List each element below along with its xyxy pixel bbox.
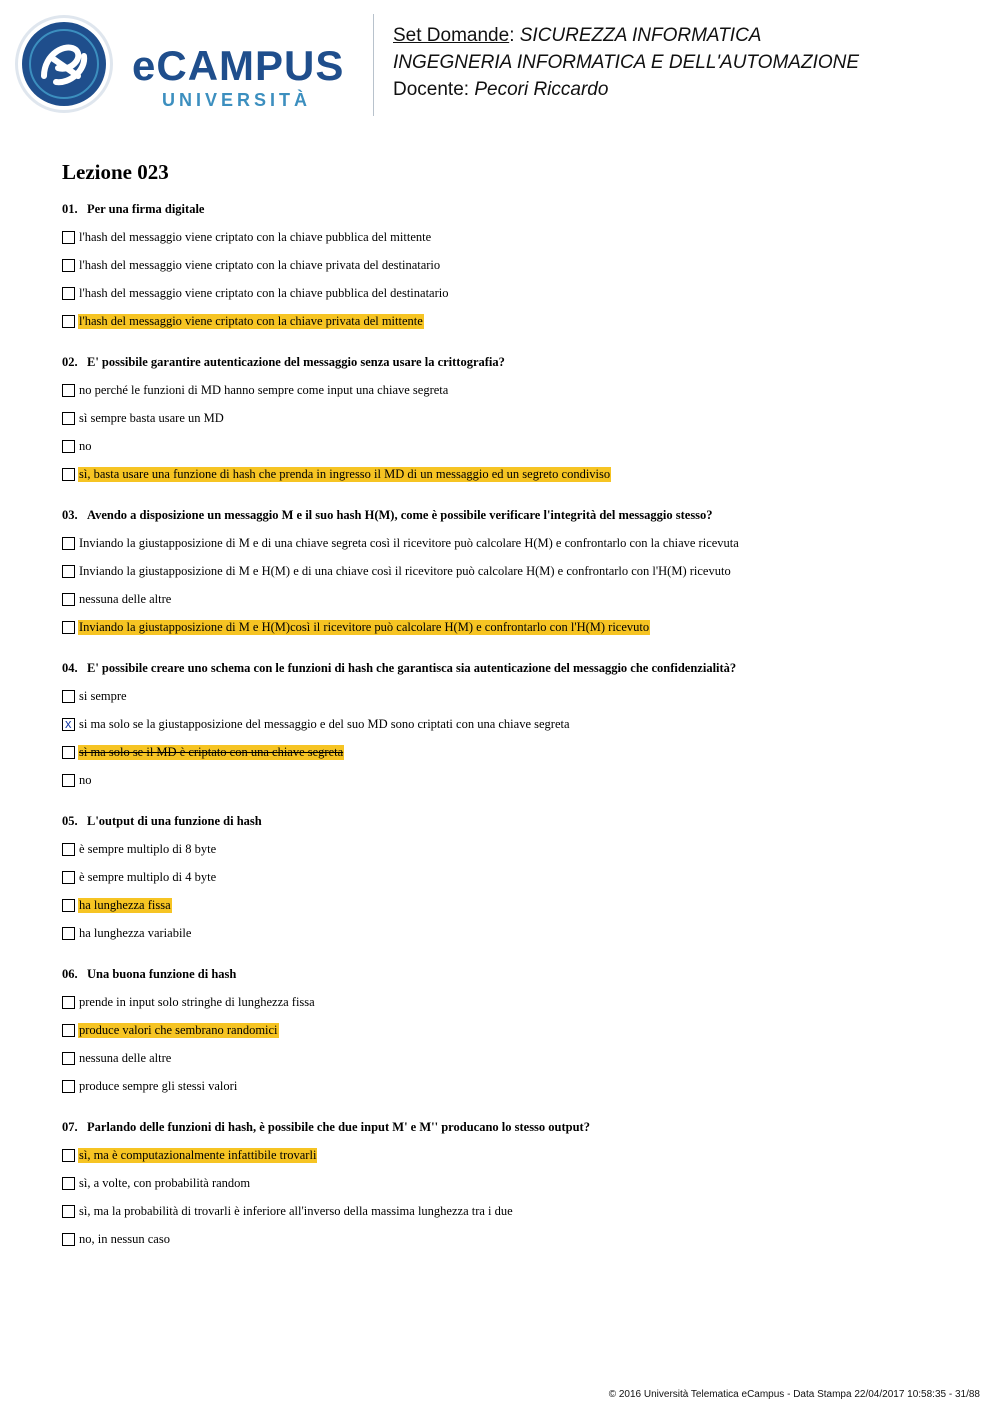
checkbox[interactable] [62,1024,75,1037]
checkbox[interactable] [62,996,75,1009]
checkbox[interactable] [62,1233,75,1246]
question [62,508,982,648]
checkbox[interactable] [62,1177,75,1190]
page-footer: © 2016 Università Telematica eCampus - Data Stampa 22/04/2017 10:58:35 - 31/88 [608,1389,980,1400]
question-text: L'output di una funzione di hash [87,814,262,828]
checkbox-checked[interactable] [62,718,75,731]
document-header [393,22,859,103]
checkbox[interactable] [62,1149,75,1162]
answer-option[interactable] [62,314,982,342]
checkbox[interactable] [62,690,75,703]
option-text: produce sempre gli stessi valori [79,1079,238,1093]
question-text: Parlando delle funzioni di hash, è possibile che due input M' e M'' producano lo stesso output? [87,1120,590,1134]
answer-option[interactable] [62,745,982,773]
question-title [62,202,982,216]
answer-option[interactable] [62,1051,982,1079]
option-text-highlighted: ha lunghezza fissa [79,898,171,912]
teacher-line [393,76,859,103]
question-title [62,814,982,828]
answer-option[interactable] [62,467,982,495]
option-text: ha lunghezza variabile [79,926,192,940]
option-text: prende in input solo stringhe di lunghezza fissa [79,995,315,1009]
option-text: sì sempre basta usare un MD [79,411,224,425]
question-text: E' possibile garantire autenticazione del messaggio senza usare la crittografia? [87,355,505,369]
answer-option[interactable] [62,1176,982,1204]
option-text: l'hash del messaggio viene criptato con la chiave privata del destinatario [79,258,441,272]
checkbox[interactable] [62,565,75,578]
option-text: no perché le funzioni di MD hanno sempre come input una chiave segreta [79,383,449,397]
course-name: SICUREZZA INFORMATICA [519,25,762,46]
question-number: 07. [62,1120,78,1134]
answer-option[interactable] [62,1204,982,1232]
question-number: 05. [62,814,78,828]
answer-option[interactable] [62,773,982,801]
question-title [62,355,982,369]
option-text: è sempre multiplo di 4 byte [79,870,217,884]
lesson-title: Lezione 023 [62,160,169,184]
checkbox[interactable] [62,440,75,453]
checkbox[interactable] [62,537,75,550]
answer-option[interactable] [62,536,982,564]
question-text: E' possibile creare uno schema con le funzioni di hash che garantisca sia autenticazione del messaggio che confidenzialità? [87,661,737,675]
answer-option[interactable] [62,1232,982,1260]
checkbox[interactable] [62,1205,75,1218]
question-text: Avendo a disposizione un messaggio M e il suo hash H(M), come è possibile verificare l'integrità del messaggio stesso? [87,508,713,522]
question-list [62,202,982,1273]
answer-option[interactable] [62,1148,982,1176]
checkbox[interactable] [62,259,75,272]
answer-option[interactable] [62,717,982,745]
question [62,1120,982,1260]
question-text: Una buona funzione di hash [87,967,237,981]
option-text: sì, a volte, con probabilità random [79,1176,251,1190]
checkbox[interactable] [62,746,75,759]
checkbox[interactable] [62,621,75,634]
question-number: 04. [62,661,78,675]
header-divider [373,14,374,116]
checkbox[interactable] [62,927,75,940]
question [62,202,982,342]
question-number: 03. [62,508,78,522]
option-text: l'hash del messaggio viene criptato con la chiave pubblica del mittente [79,230,432,244]
answer-option[interactable] [62,1079,982,1107]
checkbox[interactable] [62,287,75,300]
checkbox[interactable] [62,384,75,397]
question-number: 02. [62,355,78,369]
checkbox[interactable] [62,1052,75,1065]
option-text: no, in nessun caso [79,1232,170,1246]
question-number: 06. [62,967,78,981]
brand-top: eCAMPUS [132,42,345,89]
answer-option[interactable] [62,995,982,1023]
question-title [62,1120,982,1134]
option-text: sì, ma la probabilità di trovarli è inferiore all'inverso della massima lunghezza tra i due [79,1204,513,1218]
option-text-highlighted-struck: sì ma solo se il MD è criptato con una chiave segreta [79,745,344,759]
answer-option[interactable] [62,689,982,717]
answer-option[interactable] [62,286,982,314]
teacher-label: Docente: [393,79,470,100]
checkbox[interactable] [62,774,75,787]
checkbox[interactable] [62,412,75,425]
checkbox[interactable] [62,593,75,606]
question [62,355,982,495]
question-title [62,967,982,981]
checkbox[interactable] [62,315,75,328]
ecampus-logo [14,14,359,116]
question [62,661,982,801]
checkbox[interactable] [62,843,75,856]
answer-option[interactable] [62,230,982,258]
question-title [62,661,982,675]
set-separator: : [509,25,515,46]
question [62,814,982,954]
question [62,967,982,1107]
answer-option[interactable] [62,258,982,286]
answer-option[interactable] [62,439,982,467]
option-text: no [79,773,92,787]
option-text: Inviando la giustapposizione di M e di una chiave segreta così il ricevitore può calcolare H(M) e confrontarlo con la chiave ricevuta [79,536,739,550]
checkbox[interactable] [62,468,75,481]
option-text: nessuna delle altre [79,1051,172,1065]
option-text-highlighted: sì, basta usare una funzione di hash che prenda in ingresso il MD di un messaggio ed un segreto condiviso [79,467,611,481]
answer-option[interactable] [62,564,982,592]
checkbox[interactable] [62,899,75,912]
set-label: Set Domande [393,25,510,46]
option-text: no [79,439,92,453]
teacher-name: Pecori Riccardo [474,79,609,100]
option-text: nessuna delle altre [79,592,172,606]
checkbox[interactable] [62,231,75,244]
answer-option[interactable] [62,1023,982,1051]
option-text: si ma solo se la giustapposizione del messaggio e del suo MD sono criptati con una chiave segreta [79,717,570,731]
degree-line [393,49,859,76]
answer-option[interactable] [62,926,982,954]
question-title [62,508,982,522]
answer-option[interactable] [62,383,982,411]
checkbox[interactable] [62,871,75,884]
degree-name: INGEGNERIA INFORMATICA E DELL'AUTOMAZIONE [393,52,860,73]
option-text-highlighted: produce valori che sembrano randomici [79,1023,278,1037]
option-text-highlighted: l'hash del messaggio viene criptato con la chiave privata del mittente [79,314,423,328]
option-text: Inviando la giustapposizione di M e H(M) e di una chiave così il ricevitore può calcolare H(M) e confrontarlo con l'H(M) ricevuto [79,564,731,578]
answer-option[interactable] [62,620,982,648]
answer-option[interactable] [62,842,982,870]
answer-option[interactable] [62,411,982,439]
answer-option[interactable] [62,898,982,926]
option-text: si sempre [79,689,127,703]
option-text-highlighted: Inviando la giustapposizione di M e H(M)così il ricevitore può calcolare H(M) e confrontarlo con l'H(M) ricevuto [79,620,650,634]
answer-option[interactable] [62,870,982,898]
brand-bottom: UNIVERSITÀ [162,90,312,110]
answer-option[interactable] [62,592,982,620]
option-text: l'hash del messaggio viene criptato con la chiave pubblica del destinatario [79,286,449,300]
checkbox[interactable] [62,1080,75,1093]
option-text-highlighted: sì, ma è computazionalmente infattibile trovarli [79,1148,317,1162]
logo-emblem-icon [15,15,113,113]
option-text: è sempre multiplo di 8 byte [79,842,217,856]
question-text: Per una firma digitale [87,202,205,216]
question-number: 01. [62,202,78,216]
set-line [393,22,859,49]
